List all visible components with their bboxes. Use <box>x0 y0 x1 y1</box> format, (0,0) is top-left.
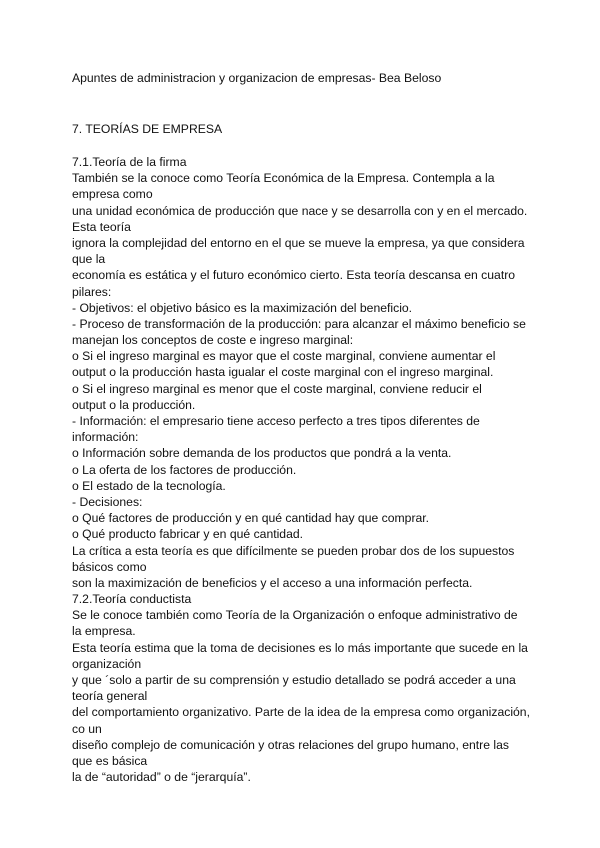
text-line: la empresa. <box>72 624 136 639</box>
text-line: 7.1.Teoría de la firma <box>72 155 187 169</box>
text-line: una unidad económica de producción que nace y se desarrolla con y en el mercado. <box>72 203 528 218</box>
text-line: organización <box>72 656 142 671</box>
text-line: o El estado de la tecnología. <box>72 478 226 493</box>
text-line: Se le conoce también como Teoría de la Organización o enfoque administrativo de <box>72 608 518 623</box>
text-line: del comportamiento organizativo. Parte de la idea de la empresa como organización, <box>72 705 530 720</box>
text-line: y que ´solo a partir de su comprensión y estudio detallado se podrá acceder a una <box>72 673 516 687</box>
text-line: output o la producción hasta igualar el coste marginal con el ingreso marginal. <box>72 365 494 380</box>
text-line: teoría general <box>72 689 148 704</box>
section-heading: 7. TEORÍAS DE EMPRESA <box>72 122 223 136</box>
document-body <box>72 154 542 785</box>
text-line: - Proceso de transformación de la producción: para alcanzar el máximo beneficio se <box>72 316 526 331</box>
text-line: o Si el ingreso marginal es menor que el coste marginal, conviene reducir el <box>72 381 482 396</box>
text-line: empresa como <box>72 187 153 202</box>
text-line: información: <box>72 430 139 445</box>
text-line: La crítica a esta teoría es que difícilmente se pueden probar dos de los supuestos <box>72 543 515 558</box>
text-line: básicos como <box>72 559 147 574</box>
text-line: que es básica <box>72 753 148 768</box>
text-line: que la <box>72 252 106 267</box>
text-line: Esta teoría <box>72 219 131 234</box>
text-line: o Información sobre demanda de los productos que pondrá a la venta. <box>72 446 452 461</box>
text-line: - Información: el empresario tiene acceso perfecto a tres tipos diferentes de <box>72 414 480 428</box>
text-line: economía es estática y el futuro económico cierto. Esta teoría descansa en cuatro <box>72 268 516 283</box>
document-header: Apuntes de administracion y organizacion de empresas- Bea Beloso <box>72 71 442 85</box>
text-line: manejan los conceptos de coste e ingreso marginal: <box>72 333 354 348</box>
text-line: diseño complejo de comunicación y otras relaciones del grupo humano, entre las <box>72 737 509 752</box>
text-line: - Objetivos: el objetivo básico es la maximización del beneficio. <box>72 300 413 315</box>
text-line: o Qué producto fabricar y en qué cantidad. <box>72 527 304 542</box>
text-line: 7.2.Teoría conductista <box>72 592 192 607</box>
text-line: ignora la complejidad del entorno en el que se mueve la empresa, ya que considera <box>72 235 525 250</box>
text-line: co un <box>72 721 102 736</box>
text-line: son la maximización de beneficios y el acceso a una información perfecta. <box>72 575 473 590</box>
text-line: También se la conoce como Teoría Económica de la Empresa. Contempla a la <box>72 171 495 186</box>
text-line: o Si el ingreso marginal es mayor que el coste marginal, conviene aumentar el <box>72 349 496 364</box>
text-line: - Decisiones: <box>72 494 143 509</box>
text-line: Esta teoría estima que la toma de decisiones es lo más importante que sucede en la <box>72 640 528 655</box>
text-line: la de “autoridad” o de “jerarquía”. <box>72 770 251 785</box>
text-line: o Qué factores de producción y en qué cantidad hay que comprar. <box>72 511 430 526</box>
text-line: output o la producción. <box>72 397 196 412</box>
text-line: pilares: <box>72 284 112 299</box>
text-line: o La oferta de los factores de producción. <box>72 462 297 477</box>
